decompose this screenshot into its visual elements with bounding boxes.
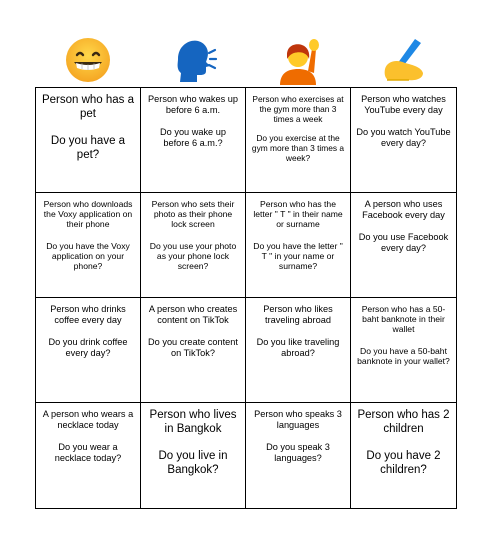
cell-question: Do you watch YouTube every day? bbox=[356, 127, 451, 148]
cell-question: Do you use Facebook every day? bbox=[358, 232, 449, 253]
cell-question: Do you have a 50-baht banknote in your wallet? bbox=[357, 346, 450, 366]
bingo-grid bbox=[35, 87, 457, 509]
person-raising-hand-icon bbox=[246, 34, 352, 86]
writing-hand-icon bbox=[352, 34, 458, 86]
bingo-cell[interactable] bbox=[141, 88, 246, 193]
grinning-face-icon bbox=[35, 34, 141, 86]
cell-statement: Person who watches YouTube every day bbox=[361, 94, 446, 115]
cell-statement: Person who has the letter " T " in their name or surname bbox=[253, 199, 343, 229]
cell-statement: Person who drinks coffee every day bbox=[50, 304, 126, 325]
cell-question: Do you have a pet? bbox=[50, 135, 126, 161]
speaking-head-icon bbox=[141, 34, 247, 86]
bingo-cell[interactable] bbox=[246, 88, 351, 193]
cell-statement: Person who likes traveling abroad bbox=[263, 304, 333, 325]
bingo-cell[interactable] bbox=[351, 88, 456, 193]
cell-question: Do you have the letter " T " in your name or surname? bbox=[253, 241, 343, 271]
cell-statement: A person who wears a necklace today bbox=[42, 409, 134, 430]
bingo-cell[interactable] bbox=[36, 193, 141, 298]
cell-statement: Person who sets their photo as their phone lock screen bbox=[151, 199, 235, 229]
bingo-cell[interactable] bbox=[246, 403, 351, 508]
cell-question: Do you drink coffee every day? bbox=[48, 337, 128, 358]
cell-statement: A person who creates content on TikTok bbox=[148, 304, 238, 325]
cell-question: Do you use your photo as your phone lock screen? bbox=[149, 241, 237, 271]
cell-question: Do you wear a necklace today? bbox=[54, 442, 122, 463]
cell-statement: Person who downloads the Voxy application on their phone bbox=[43, 199, 133, 229]
cell-question: Do you have the Voxy application on your phone? bbox=[46, 241, 130, 271]
header-row bbox=[35, 34, 457, 86]
bingo-cell[interactable] bbox=[36, 298, 141, 403]
cell-statement: Person who has 2 children bbox=[357, 409, 450, 435]
cell-question: Do you live in Bangkok? bbox=[158, 450, 228, 476]
cell-statement: Person who wakes up before 6 a.m. bbox=[148, 94, 238, 115]
bingo-cell[interactable] bbox=[246, 193, 351, 298]
cell-question: Do you like traveling abroad? bbox=[256, 337, 340, 358]
bingo-cell[interactable] bbox=[351, 298, 456, 403]
cell-question: Do you have 2 children? bbox=[366, 450, 441, 476]
cell-statement: Person who exercises at the gym more than 3 times a week bbox=[252, 94, 344, 124]
bingo-cell[interactable] bbox=[141, 403, 246, 508]
cell-statement: Person who speaks 3 languages bbox=[254, 409, 342, 430]
cell-statement: A person who uses Facebook every day bbox=[362, 199, 445, 220]
cell-question: Do you exercise at the gym more than 3 times a week? bbox=[251, 133, 345, 163]
bingo-cell[interactable] bbox=[141, 298, 246, 403]
cell-statement: Person who lives in Bangkok bbox=[149, 409, 237, 435]
cell-question: Do you speak 3 languages? bbox=[266, 442, 330, 463]
cell-question: Do you create content on TikTok? bbox=[148, 337, 238, 358]
bingo-cell[interactable] bbox=[351, 403, 456, 508]
bingo-cell[interactable] bbox=[36, 88, 141, 193]
bingo-cell[interactable] bbox=[141, 193, 246, 298]
cell-statement: Person who has a 50-baht banknote in their wallet bbox=[361, 304, 446, 334]
bingo-cell[interactable] bbox=[36, 403, 141, 508]
bingo-cell[interactable] bbox=[351, 193, 456, 298]
cell-question: Do you wake up before 6 a.m.? bbox=[160, 127, 226, 148]
cell-statement: Person who has a pet bbox=[41, 94, 135, 120]
bingo-cell[interactable] bbox=[246, 298, 351, 403]
